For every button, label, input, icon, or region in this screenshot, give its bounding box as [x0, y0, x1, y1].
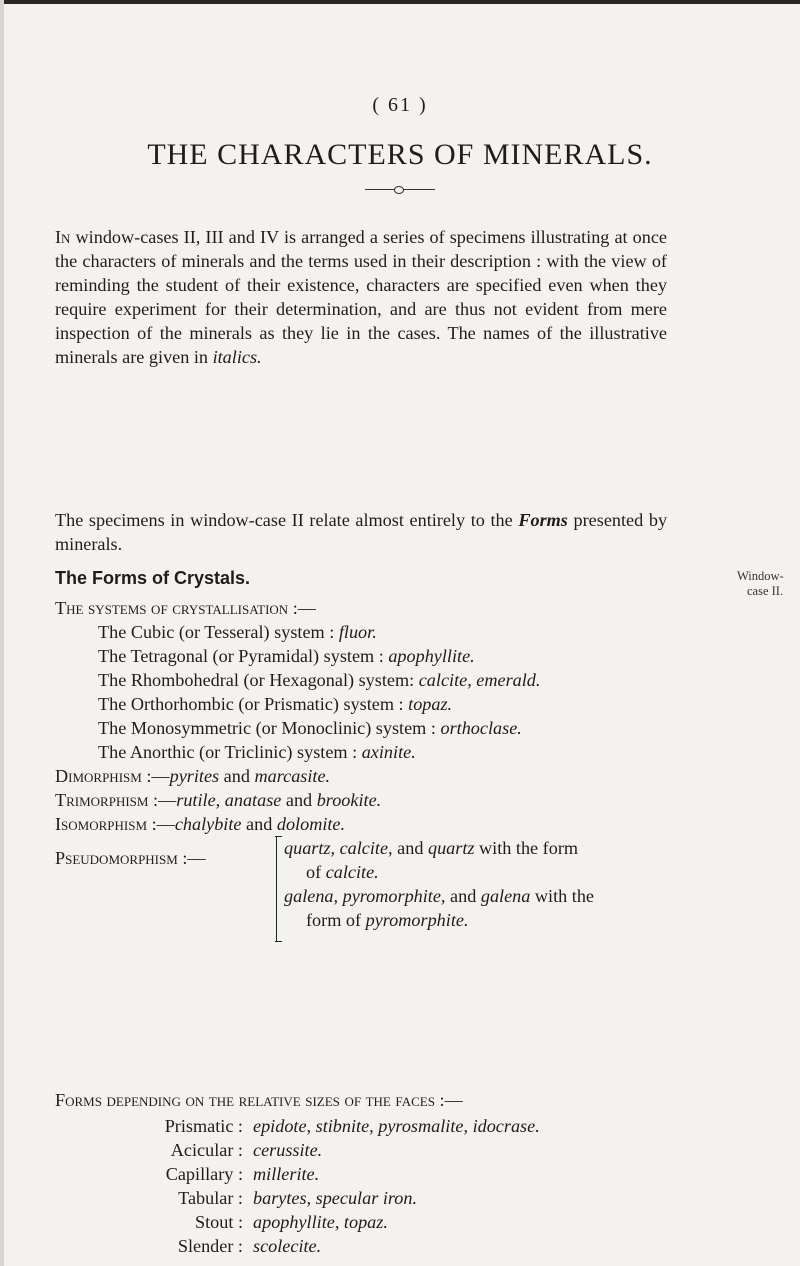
page-title: THE CHARACTERS OF MINERALS. — [147, 138, 653, 171]
term-row-trimorphism: Trimorphism :—rutile, anatase and brookite. — [55, 790, 382, 810]
intro-paragraph: In window-cases II, III and IV is arranged a series of specimens illustrating at once the characters of minerals and the terms used in their description : with the view of reminding the student of their existence, characters are specified even when they require experiment for their determination, and are thus not evident from mere inspection of the minerals as they lie in the cases. The names of the illustrative minerals are given in italics. — [55, 227, 668, 367]
window-case-paragraph: The specimens in window-case II relate almost entirely to the Forms presented by minerals. — [55, 510, 668, 554]
page-edge — [0, 0, 4, 1266]
section-heading: The Forms of Crystals. — [55, 568, 251, 588]
margin-note: Window- case II. — [737, 569, 784, 598]
system-row: The Rhombohedral (or Hexagonal) system: calcite, emerald. — [98, 670, 541, 690]
title-ornament — [365, 186, 435, 192]
system-row: The Anorthic (or Triclinic) system : axinite. — [98, 742, 416, 762]
systems-heading: The systems of crystallisation :— — [55, 598, 316, 618]
forms-faces-heading: Forms depending on the relative sizes of the faces :— — [55, 1090, 463, 1110]
term-row-isomorphism: Isomorphism :—chalybite and dolomite. — [55, 814, 346, 834]
pseudomorphism-examples: quartz, calcite, and quartz with the form of calcite. galena, pyromorphite, and galena with the form of pyromorphite. — [284, 838, 595, 930]
pseudomorphism-term: Pseudomorphism :— — [55, 848, 206, 868]
system-row: The Tetragonal (or Pyramidal) system : apophyllite. — [98, 646, 475, 666]
term-row-dimorphism: Dimorphism :—pyrites and marcasite. — [55, 766, 331, 786]
drop-word: In — [55, 227, 71, 247]
system-row: The Orthorhombic (or Prismatic) system : topaz. — [98, 694, 453, 714]
system-row: The Monosymmetric (or Monoclinic) system : orthoclase. — [98, 718, 522, 738]
page-number: ( 61 ) — [372, 94, 428, 116]
system-row: The Cubic (or Tesseral) system : fluor. — [98, 622, 377, 642]
top-border — [0, 0, 800, 4]
